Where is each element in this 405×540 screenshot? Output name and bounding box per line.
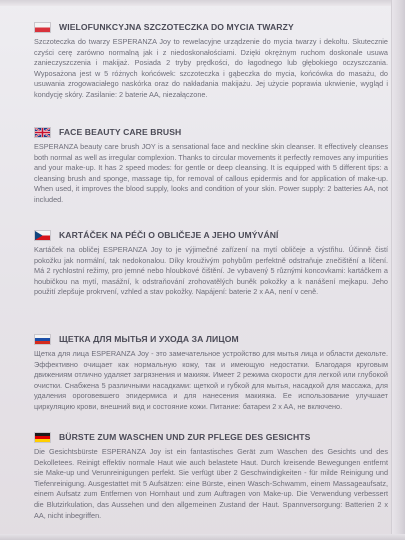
section-german (34, 430, 388, 521)
section-title: BÜRSTE ZUM WASCHEN UND ZUR PFLEGE DES GESICHTS (59, 432, 311, 442)
section-english (34, 125, 388, 206)
section-czech (34, 228, 388, 298)
czech-flag-icon (34, 230, 51, 241)
section-text: Die Gesichtsbürste ESPERANZA Joy ist ein fantastisches Gerät zum Waschen des Gesichts und des Dekolletees. Reinigt effektiv normale Haut wie auch belastete Haut. Durch kreisende Bewegungen entfernt sie Make-up und Verunreinigungen perfekt. Sie verfügt über 2 Geschwindigkeiten - für milde Reinigung und Tiefenreinigung. Ausgestattet mit 5 Aufsätzen: eine Bürste, einen Wasch-Schwamm, einem Massageaufsatz, einem Aufsatz zum Entfernen von Hornhaut und zum Auftragen von Make-up. Die Verwendung verbessert die Blutzirkulation, das Aussehen und den allgemeinen Zustand der Haut. Spannversorgung: Batterien 2 x AA, nicht inbegriffen. (34, 447, 388, 520)
box-bottom-edge (0, 534, 405, 540)
russia-flag-icon (34, 334, 51, 345)
section-heading (34, 125, 388, 139)
uk-flag-icon (34, 127, 51, 138)
section-title: ЩЕТКА ДЛЯ МЫТЬЯ И УХОДА ЗА ЛИЦОМ (59, 334, 239, 344)
section-title: FACE BEAUTY CARE BRUSH (59, 127, 182, 137)
section-polish (34, 20, 388, 101)
section-heading (34, 332, 388, 346)
section-heading (34, 430, 388, 444)
section-text: Kartáček na obličej ESPERANZA Joy to je výjimečné zařízení na mytí obličeje a výstřihu. Účinně čistí pokožku jak normální, tak nedokonalou. Díky krouživým pohybům perfektně odstraňuje znečištění a líčení. Má 2 rychlostní režimy, pro jemné nebo hloubkové čištění. Je vybavený 5 různými koncovkami: kartáčkem a houbičkou na mytí, masážní, k odstraňování zrohovatělých buněk pokožky a k nanášení mejkapu. Jeho použití zlepšuje prokrvení, vzhled a stav pokožky. Napájení: baterie 2 x AA, není v ceně. (34, 245, 388, 297)
box-top-edge (0, 0, 405, 6)
section-text: ESPERANZA beauty care brush JOY is a sensational face and neckline skin cleanser. It effectively cleanses both normal as well as irregular complexion. Thanks to circular movements it perfectly removes any impurities and your make-up. It has 2 speed modes: for gentle or deep cleansing. It is equipped with 5 different tips: a cleansing brush and sponge, massage tip, for removal of callous epidermis and for application of make-up. When used, it improves the blood supply, looks and condition of your skin. Power supply: 2 batteries AA, not included. (34, 142, 388, 204)
box-side-edge (391, 0, 405, 540)
section-heading (34, 228, 388, 242)
poland-flag-icon (34, 22, 51, 33)
section-title: WIELOFUNKCYJNA SZCZOTECZKA DO MYCIA TWARZY (59, 22, 294, 32)
section-title: KARTÁČEK NA PÉČI O OBLIČEJE A JEHO UMÝVÁNÍ (59, 230, 279, 240)
germany-flag-icon (34, 432, 51, 443)
section-text: Щетка для лица ESPERANZA Joy - это замечательное устройство для мытья лица и области декольте. Эффективно очищает как нормальную кожу, так и имеющую недостатки. Благодаря круговым движениям отлично удаляет загрязнения и макияж. Имеет 2 режима скорости для легкой или глубокой очистки. Снабжена 5 различными насадками: щеткой и губкой для мытья, насадкой для массажа, для удаления ороговевшего эпидермиса и для нанесения макияжа. Ее использование улучшает циркуляцию крови, внешний вид и состояние кожи. Питание: батареи 2 x AA, не включено. (34, 349, 388, 411)
section-russian (34, 332, 388, 413)
section-heading (34, 20, 388, 34)
section-text: Szczoteczka do twarzy ESPERANZA Joy to rewelacyjne urządzenie do mycia twarzy i dekoltu. Skutecznie czyści cerę zarówno normalną jak i z niedoskonałościami. Dzięki okrężnym ruchom doskonale usuwa zanieczyszczenia i makijaż. Posiada 2 tryby prędkości, do łagodnego lub głębokiego oczyszczania. Wyposażona jest w 5 różnych końcówek: szczoteczka i gąbeczka do mycia, końcówka do masażu, do usuwania zrogowaciałego naskórka oraz do nakładania makijażu. Jej użycie poprawia ukrwienie, wygląd i kondycję skóry. Zasilanie: 2 baterie AA, niezałączone. (34, 37, 388, 99)
